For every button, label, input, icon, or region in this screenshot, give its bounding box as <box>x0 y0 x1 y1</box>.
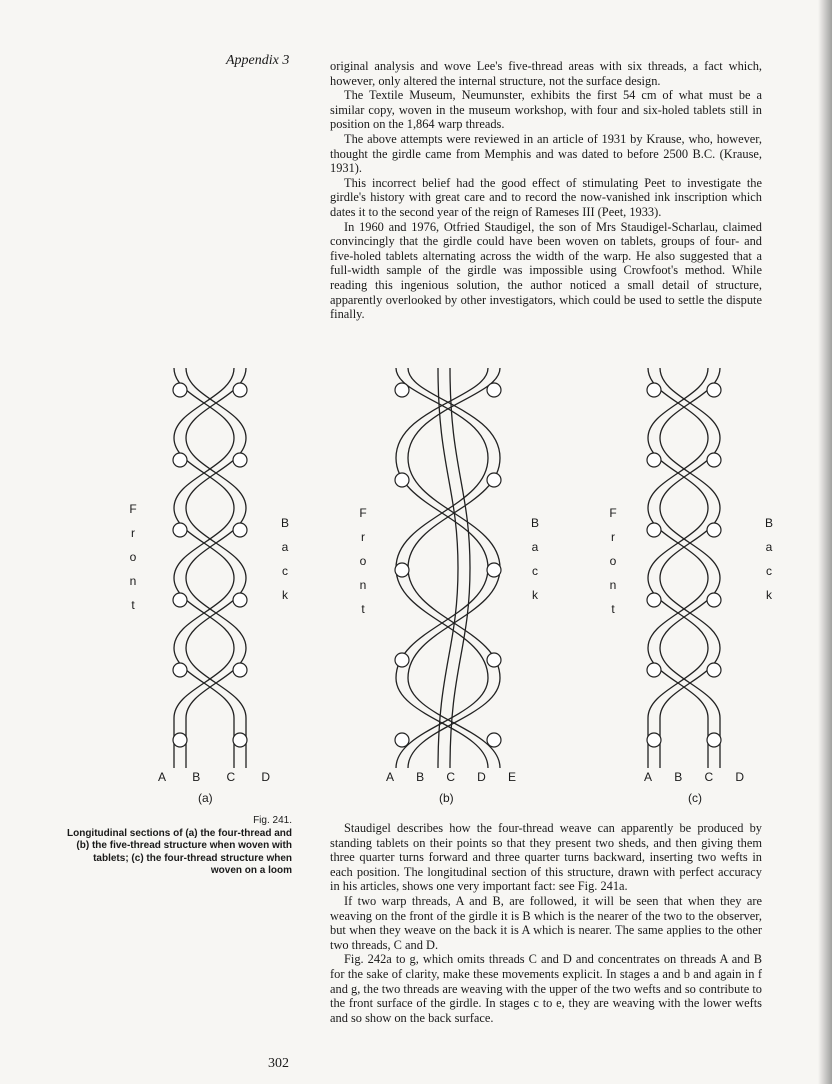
thread-letter: D <box>261 770 270 784</box>
front-side-label: F r o n t <box>609 506 617 616</box>
thread-letter: A <box>386 770 395 784</box>
panel-label-a: (a) <box>198 791 213 805</box>
thread-letter: B <box>192 770 201 784</box>
thread-letter: E <box>507 770 516 784</box>
thread-letters-b <box>386 770 516 784</box>
panel-label-c: (c) <box>688 791 702 805</box>
thread-diagram-b <box>378 368 518 768</box>
caption-number: Fig. 241. <box>253 815 292 826</box>
caption-text: Longitudinal sections of (a) the four-thread and (b) the five-thread structure when woven with tablets; (c) the four-thread structure when woven on a loom <box>67 827 292 876</box>
thread-letter: B <box>674 770 683 784</box>
back-side-label: B a c k <box>280 516 289 602</box>
body-text-top <box>330 59 762 322</box>
back-side-label: B a c k <box>764 516 773 602</box>
paragraph: Staudigel describes how the four-thread weave can apparently be produced by standing tablets on their points so that they present two sheds, and then giving them three quarter turns forward and three quarter turns backward, inserting two wefts in each position. The longitudinal section of this structure, drawn with perfect accuracy in his articles, shows one very important fact: see Fig. 241a. <box>330 821 762 894</box>
paragraph: This incorrect belief had the good effect of stimulating Peet to investigate the girdle's history with great care and to record the now-vanished ink inscription which dates it to the second year of the reign of Rameses III (Peet, 1933). <box>330 175 762 219</box>
thread-letter: C <box>446 770 455 784</box>
thread-letter: D <box>477 770 486 784</box>
running-head: Appendix 3 <box>226 53 290 68</box>
paragraph: In 1960 and 1976, Otfried Staudigel, the son of Mrs Staudigel-Scharlau, claimed convincingly that the girdle could have been woven on tablets, groups of four- and five-holed tablets alternating across the width of the warp. He also suggested that a full-width sample of the girdle was impossible using Crowfoot's method. While reading this ingenious solution, the author noticed a small detail of structure, apparently overlooked by other investigators, which could be used to settle the dispute finally. <box>330 219 762 322</box>
paragraph: If two warp threads, A and B, are followed, it will be seen that when they are weaving on the front of the girdle it is B which is the nearer of the two to the observer, but when they weave on the back it is A which is nearer. The same applies to the other two threads, C and D. <box>330 893 762 952</box>
page-number: 302 <box>268 1056 289 1071</box>
figure-241 <box>112 368 792 808</box>
thread-letter: C <box>704 770 714 784</box>
thread-diagram-c <box>628 368 748 768</box>
front-side-label: F r o n t <box>129 502 137 612</box>
front-side-label: F r o n t <box>359 506 367 616</box>
thread-letter: A <box>158 770 167 784</box>
back-side-label: B a c k <box>530 516 539 602</box>
thread-letters-a <box>158 770 270 784</box>
paragraph: The above attempts were reviewed in an article of 1931 by Krause, who, however, thought the girdle came from Memphis and was dated to before 2500 B.C. (Krause, 1931). <box>330 131 762 176</box>
page-gutter-shadow <box>818 0 832 1084</box>
paragraph: original analysis and wove Lee's five-thread areas with six threads, a fact which, however, only altered the internal structure, not the surface design. <box>330 59 762 88</box>
body-text-bottom <box>330 821 762 1025</box>
figure-caption <box>60 815 292 878</box>
thread-diagram-a <box>154 368 274 768</box>
thread-letters-c <box>644 770 744 784</box>
panel-label-b: (b) <box>439 791 454 805</box>
paragraph: The Textile Museum, Neumunster, exhibits the first 54 cm of what must be a similar copy, woven in the museum workshop, with four and six-holed tablets still in position on the 1,864 warp threads. <box>330 88 762 132</box>
thread-letter: D <box>735 770 744 784</box>
paragraph: Fig. 242a to g, which omits threads C and D and concentrates on threads A and B for the sake of clarity, make these movements explicit. In stages a and b and again in f and g, the two threads are weaving with the upper of the two wefts and so contribute to the front surface of the girdle. In stages c to e, they are weaving with the lower wefts and so show on the back surface. <box>330 952 762 1025</box>
thread-letter: B <box>416 770 425 784</box>
thread-letter: C <box>226 770 236 784</box>
thread-letter: A <box>644 770 653 784</box>
